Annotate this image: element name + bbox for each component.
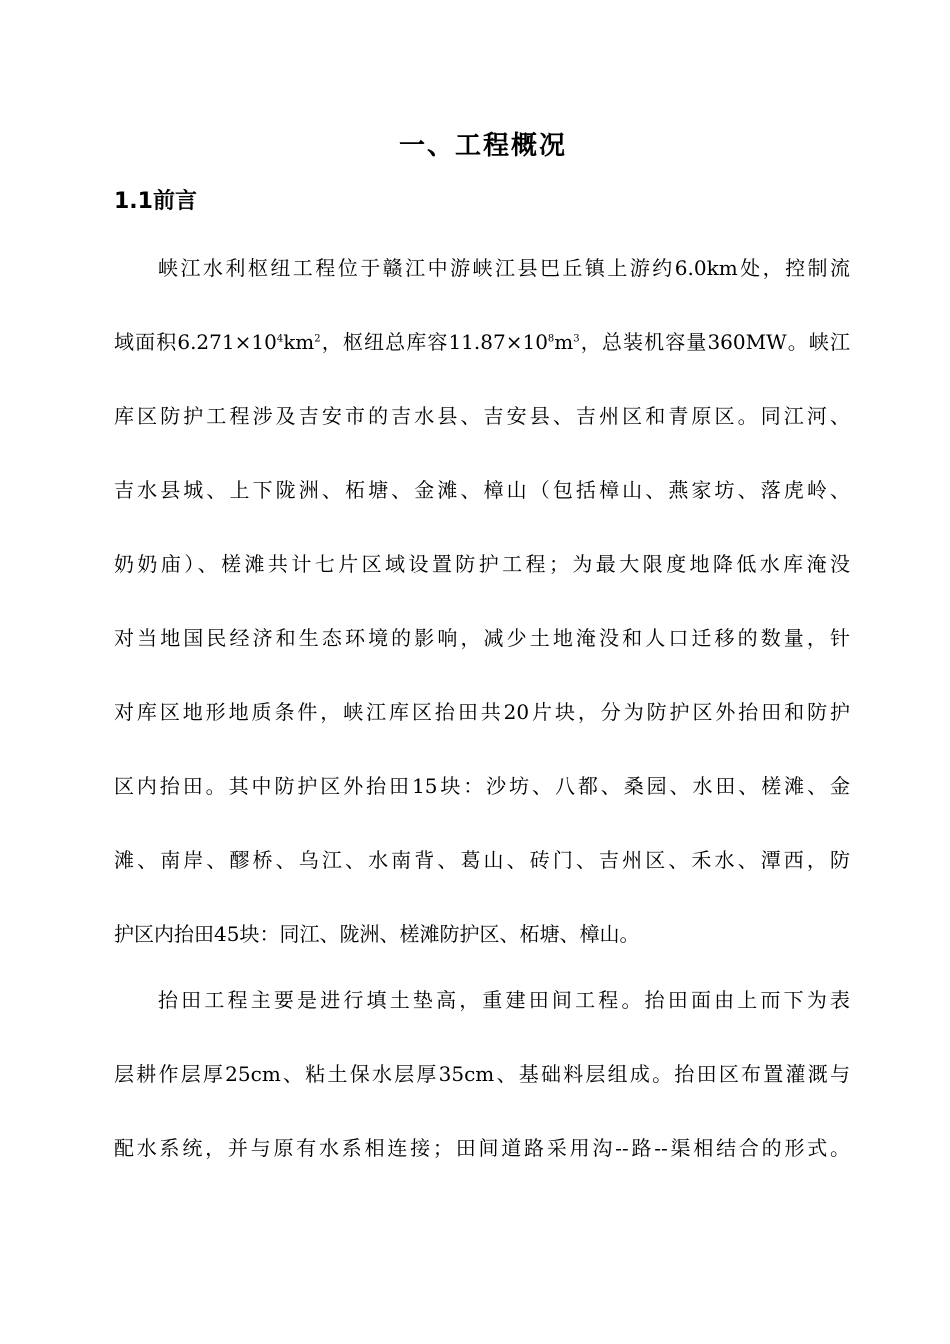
paragraph-line: 奶奶庙）、槎滩共计七片区域设置防护工程；为最大限度地降低水库淹没 bbox=[114, 552, 850, 576]
paragraph-line: 抬田工程主要是进行填土垫高，重建田间工程。抬田面由上而下为表 bbox=[158, 988, 850, 1012]
paragraph-line: 域面积$6.271\times 10^4km^2$，枢纽总库容$11.87\times 10^8m^3$，总装机容量360MW。峡江 bbox=[114, 330, 850, 354]
chapter-title: 一、工程概况 bbox=[398, 131, 567, 161]
paragraph-line: 吉水县城、上下陇洲、柘塘、金滩、樟山（包括樟山、燕家坊、落虎岭、 bbox=[114, 478, 850, 502]
paragraph-line: 对库区地形地质条件，峡江库区抬田共20片块，分为防护区外抬田和防护 bbox=[114, 700, 850, 724]
paragraph-line: 峡江水利枢纽工程位于赣江中游峡江县巴丘镇上游约6.0km处，控制流 bbox=[158, 256, 850, 280]
paragraph-line: 库区防护工程涉及吉安市的吉水县、吉安县、吉州区和青原区。同江河、 bbox=[114, 404, 850, 428]
paragraph-line: 配水系统，并与原有水系相连接；田间道路采用沟--路--渠相结合的形式。 bbox=[114, 1136, 850, 1160]
section-title: 1.1前言 bbox=[114, 189, 197, 214]
paragraph-line: 对当地国民经济和生态环境的影响，减少土地淹没和人口迁移的数量，针 bbox=[114, 626, 850, 650]
paragraph-line: 层耕作层厚25cm、粘土保水层厚35cm、基础料层组成。抬田区布置灌溉与 bbox=[114, 1062, 850, 1086]
paragraph-line: 护区内抬田45块：同江、陇洲、槎滩防护区、柘塘、樟山。 bbox=[114, 922, 640, 946]
paragraph-line: 滩、南岸、醪桥、乌江、水南背、葛山、砖门、吉州区、禾水、潭西，防 bbox=[114, 848, 850, 872]
paragraph-line: 区内抬田。其中防护区外抬田15块：沙坊、八都、桑园、水田、槎滩、金 bbox=[114, 774, 850, 798]
